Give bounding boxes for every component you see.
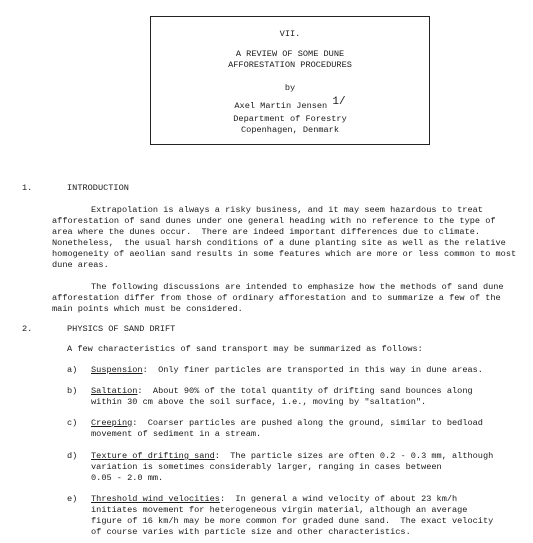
title-box [150, 16, 430, 145]
item-term: Texture of drifting sand [91, 451, 215, 461]
location: Copenhagen, Denmark [241, 125, 339, 135]
item-letter: d) [67, 451, 78, 461]
section-1-heading: INTRODUCTION [67, 183, 129, 193]
item-letter: a) [67, 365, 78, 375]
paragraph-line: dune areas. [52, 260, 109, 270]
paragraph-line: The following discussions are intended to emphasize how the methods of sand dune [91, 282, 504, 292]
by-line: by [284, 83, 296, 93]
item-text: The particle sizes are often 0.2 - 0.3 mm, although [230, 451, 494, 461]
list-item-saltation: Saltation: About 90% of the total quantity of drifting sand bounces along [91, 386, 473, 396]
paragraph-line: afforestation of sand dunes under one general heading with no reference to the type of [52, 216, 496, 226]
section-2-heading: PHYSICS OF SAND DRIFT [67, 324, 176, 334]
item-letter: c) [67, 418, 78, 428]
item-term: Creeping [91, 418, 133, 428]
item-text: within 30 cm above the soil surface, i.e., moving by "saltation". [91, 397, 427, 407]
item-text: initiates movement for heterogeneous virgin material, although an average [91, 505, 468, 515]
paragraph-line: afforestation differ from those of ordinary afforestation and to summarize a few of the [52, 293, 501, 303]
item-term: Saltation [91, 386, 138, 396]
paragraph-line: homogeneity of aeolian sand results in some features which are more or less common to most [52, 249, 517, 259]
chapter-number: VII. [279, 29, 301, 39]
affiliation: Department of Forestry [233, 114, 347, 124]
item-text: 0.05 - 2.0 mm. [91, 473, 164, 483]
item-term: Threshold wind velocities [91, 494, 220, 504]
title-line-1: A REVIEW OF SOME DUNE [235, 49, 345, 59]
paragraph-line: area where the dunes occur. There are indeed important differences due to climate. [52, 227, 481, 237]
author-line [151, 96, 429, 112]
item-letter: b) [67, 386, 78, 396]
list-item-creeping: Creeping: Coarser particles are pushed along the ground, similar to bedload [91, 418, 483, 428]
item-text: figure of 16 km/h may be more common for graded dune sand. The exact velocity [91, 516, 494, 526]
paragraph-line: Nonetheless, the usual harsh conditions of a dune planting site as well as the relative [52, 238, 506, 248]
item-text: Only finer particles are transported in this way in dune areas. [158, 365, 483, 375]
item-term: Suspension [91, 365, 143, 375]
item-text: of course varies with particle size and other characteristics. [91, 527, 411, 537]
item-text: In general a wind velocity of about 23 km/h [235, 494, 458, 504]
list-item-texture: Texture of drifting sand: The particle sizes are often 0.2 - 0.3 mm, although [91, 451, 494, 461]
footnote-mark: 1/ [332, 96, 346, 108]
item-letter: e) [67, 494, 78, 504]
paragraph-line: Extrapolation is always a risky business, and it may seem hazardous to treat [91, 205, 483, 215]
item-text: About 90% of the total quantity of drifting sand bounces along [152, 386, 473, 396]
list-item-threshold: Threshold wind velocities: In general a wind velocity of about 23 km/h [91, 494, 458, 504]
item-text: variation is sometimes considerably larger, ranging in cases between [91, 462, 442, 472]
item-text: Coarser particles are pushed along the ground, similar to bedload [147, 418, 483, 428]
section-2-intro: A few characteristics of sand transport may be summarized as follows: [67, 344, 423, 354]
paragraph-line: main points which must be considered. [52, 304, 243, 314]
item-text: movement of sediment in a stream. [91, 429, 262, 439]
section-2-number: 2. [22, 324, 33, 334]
title-line-2: AFFORESTATION PROCEDURES [228, 60, 352, 70]
list-item-suspension: Suspension: Only finer particles are transported in this way in dune areas. [91, 365, 483, 375]
section-1-number: 1. [22, 183, 33, 193]
author-name: Axel Martin Jensen [234, 101, 328, 111]
